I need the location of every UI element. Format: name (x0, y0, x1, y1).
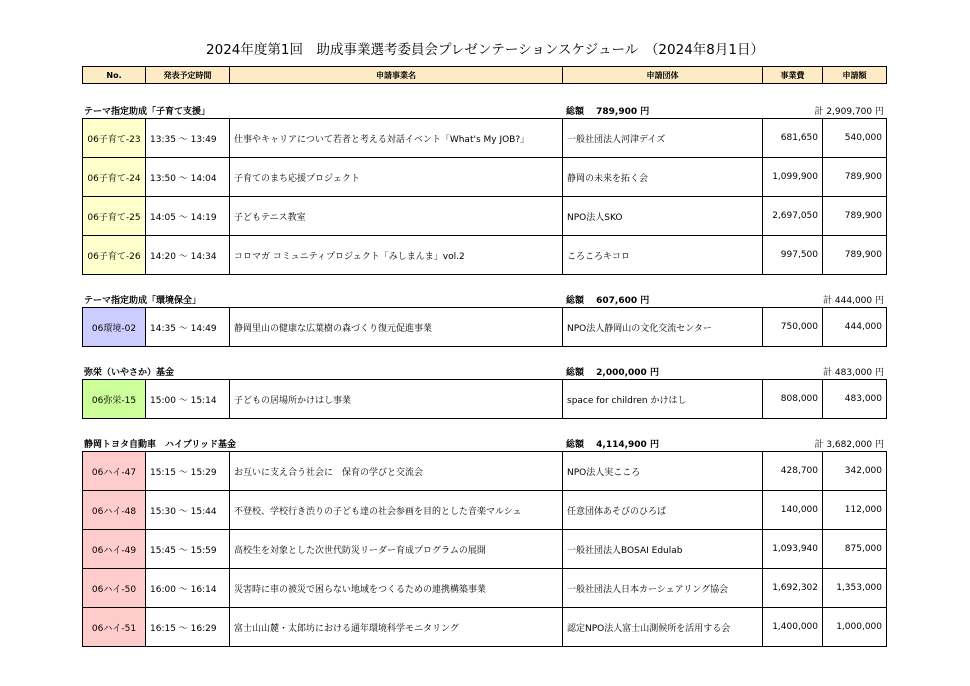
row-amount: 112,000 (823, 491, 887, 530)
section-sum: 計 444,000 円 (823, 296, 884, 306)
row-cost: 2,697,050 (763, 197, 823, 236)
row-org: NPO法人SKO (563, 197, 763, 236)
row-cost: 750,000 (763, 308, 823, 347)
table-row (83, 608, 887, 647)
section-label: 弥栄（いやさか）基金 (84, 368, 175, 378)
col-header-amount: 申請額 (823, 67, 887, 84)
col-header-project: 申請事業名 (230, 67, 563, 84)
row-time: 15:00 ～ 15:14 (146, 380, 230, 419)
row-project: 災害時に車の被災で困らない地域をつくるための連携構築事業 (230, 569, 563, 608)
row-org: NPO法人静岡山の文化交流センター (563, 308, 763, 347)
row-project: 子どもテニス教室 (230, 197, 563, 236)
row-cost: 808,000 (763, 380, 823, 419)
row-cost: 1,093,940 (763, 530, 823, 569)
row-cost: 997,500 (763, 236, 823, 275)
col-header-no: No. (83, 67, 146, 84)
row-cost: 1,692,302 (763, 569, 823, 608)
table-row (83, 380, 887, 419)
row-org: 一般社団法人BOSAI Edulab (563, 530, 763, 569)
row-cost: 140,000 (763, 491, 823, 530)
row-amount: 875,000 (823, 530, 887, 569)
row-no: 06環境-02 (83, 308, 146, 347)
section-total: 総額 607,600 円 (566, 296, 650, 306)
row-org: space for children かけはし (563, 380, 763, 419)
row-org: 静岡の未来を拓く会 (563, 158, 763, 197)
row-cost: 681,650 (763, 119, 823, 158)
row-no: 06ハイ-47 (83, 452, 146, 491)
row-amount: 1,353,000 (823, 569, 887, 608)
row-amount: 789,900 (823, 158, 887, 197)
section-label: テーマ指定助成「環境保全」 (84, 296, 202, 306)
row-no: 06子育て-24 (83, 158, 146, 197)
section-sum: 計 3,682,000 円 (814, 440, 884, 450)
table-row (83, 158, 887, 197)
table-row (83, 236, 887, 275)
section-table-kankyo (82, 307, 887, 347)
row-no: 06ハイ-50 (83, 569, 146, 608)
section-table-iyasaka (82, 379, 887, 419)
table-row (83, 308, 887, 347)
section-total: 総額 2,000,000 円 (566, 368, 659, 378)
col-header-cost: 事業費 (763, 67, 823, 84)
row-time: 13:50 ～ 14:04 (146, 158, 230, 197)
row-project: 不登校、学校行き渋りの子ども達の社会参画を目的とした音楽マルシェ (230, 491, 563, 530)
row-time: 15:30 ～ 15:44 (146, 491, 230, 530)
section-sum: 計 2,909,700 円 (814, 107, 884, 117)
row-amount: 789,900 (823, 236, 887, 275)
section-total: 総額 4,114,900 円 (566, 440, 659, 450)
section-label: 静岡トヨタ自動車 ハイブリッド基金 (84, 440, 237, 450)
table-row (83, 491, 887, 530)
row-org: 認定NPO法人富士山測候所を活用する会 (563, 608, 763, 647)
row-project: 仕事やキャリアについて若者と考える対話イベント「What's My JOB?」 (230, 119, 563, 158)
header-row (83, 67, 887, 84)
row-no: 06子育て-26 (83, 236, 146, 275)
row-time: 14:05 ～ 14:19 (146, 197, 230, 236)
row-project: 静岡里山の健康な広葉樹の森づくり復元促進事業 (230, 308, 563, 347)
table-row (83, 569, 887, 608)
row-amount: 483,000 (823, 380, 887, 419)
section-label: テーマ指定助成「子育て支援」 (84, 107, 211, 117)
col-header-org: 申請団体 (563, 67, 763, 84)
section-sum: 計 483,000 円 (823, 368, 884, 378)
row-project: 子どもの居場所かけはし事業 (230, 380, 563, 419)
row-project: コロマガ コミュニティプロジェクト「みしまんま」vol.2 (230, 236, 563, 275)
row-time: 14:20 ～ 14:34 (146, 236, 230, 275)
section-table-hybrid (82, 451, 887, 647)
row-no: 06ハイ-49 (83, 530, 146, 569)
row-project: 子育てのまち応援プロジェクト (230, 158, 563, 197)
row-time: 16:15 ～ 16:29 (146, 608, 230, 647)
row-org: NPO法人実こころ (563, 452, 763, 491)
row-org: 一般社団法人河津デイズ (563, 119, 763, 158)
table-row (83, 197, 887, 236)
row-cost: 428,700 (763, 452, 823, 491)
row-org: 任意団体あそびのひろば (563, 491, 763, 530)
row-time: 15:15 ～ 15:29 (146, 452, 230, 491)
col-header-time: 発表予定時間 (146, 67, 230, 84)
row-project: 高校生を対象とした次世代防災リーダー育成プログラムの展開 (230, 530, 563, 569)
row-cost: 1,099,900 (763, 158, 823, 197)
row-amount: 444,000 (823, 308, 887, 347)
table-row (83, 452, 887, 491)
row-time: 15:45 ～ 15:59 (146, 530, 230, 569)
row-amount: 342,000 (823, 452, 887, 491)
row-time: 14:35 ～ 14:49 (146, 308, 230, 347)
row-no: 06ハイ-51 (83, 608, 146, 647)
row-no: 06子育て-23 (83, 119, 146, 158)
row-project: 富士山山麓・太郎坊における通年環境科学モニタリング (230, 608, 563, 647)
row-no: 06子育て-25 (83, 197, 146, 236)
row-org: ころころキコロ (563, 236, 763, 275)
row-amount: 1,000,000 (823, 608, 887, 647)
row-project: お互いに支え合う社会に 保育の学びと交流会 (230, 452, 563, 491)
table-row (83, 530, 887, 569)
row-time: 13:35 ～ 13:49 (146, 119, 230, 158)
row-time: 16:00 ～ 16:14 (146, 569, 230, 608)
row-org: 一般社団法人日本カーシェアリング協会 (563, 569, 763, 608)
row-no: 06弥栄-15 (83, 380, 146, 419)
table-row (83, 119, 887, 158)
row-cost: 1,400,000 (763, 608, 823, 647)
header-table (82, 66, 887, 84)
page-title: 2024年度第1回 助成事業選考委員会プレゼンテーションスケジュール （2024年8月1日） (206, 42, 764, 58)
row-no: 06ハイ-48 (83, 491, 146, 530)
section-total: 総額 789,900 円 (566, 107, 650, 117)
row-amount: 789,900 (823, 197, 887, 236)
row-amount: 540,000 (823, 119, 887, 158)
section-table-kosodate (82, 118, 887, 275)
